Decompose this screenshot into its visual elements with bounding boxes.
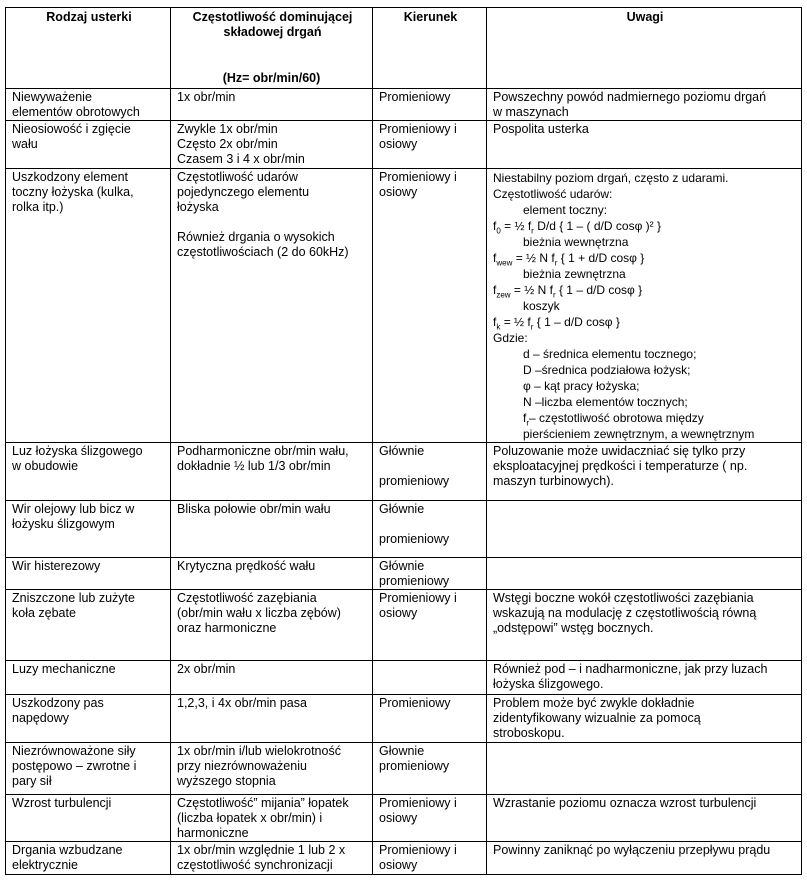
- header-frequency-line1: Częstotliwość dominującej: [192, 10, 353, 24]
- notes-cell: Pospolita usterka: [487, 121, 802, 169]
- direction-cell: Promieniowy i osiowy: [373, 169, 487, 443]
- direction-cell: [373, 661, 487, 695]
- fault-type-cell: Luzy mechaniczne: [6, 661, 171, 695]
- formula-fk: $f_k$ = ½ $f_r$ { 1 – d/D cosφ }: [493, 315, 620, 332]
- table-row: [6, 743, 802, 795]
- fault-type-cell: Nieosiowość i zgięcie wału: [6, 121, 171, 169]
- direction-cell: Promieniowy i osiowy: [373, 842, 487, 875]
- fault-type-cell: Niewyważenie elementów obrotowych: [6, 89, 171, 121]
- fault-type-cell: Drgania wzbudzane elektrycznie: [6, 842, 171, 875]
- notes-cell: Powinny zaniknąć po wyłączeniu przepływu prądu: [487, 842, 802, 875]
- direction-cell: Głownie promieniowy: [373, 743, 487, 795]
- header-notes: Uwagi: [487, 8, 802, 89]
- notes-cell: Powszechny powód nadmiernego poziomu drgań w maszynach: [487, 89, 802, 121]
- frequency-cell: Krytyczna prędkość wału: [171, 558, 373, 590]
- frequency-cell: Podharmoniczne obr/min wału, dokładnie ½ lub 1/3 obr/min: [171, 443, 373, 501]
- frequency-cell: 1,2,3, i 4x obr/min pasa: [171, 695, 373, 743]
- header-frequency-unit: (Hz= obr/min/60): [222, 71, 321, 85]
- fault-type-cell: Uszkodzony element toczny łożyska (kulka, rolka itp.): [6, 169, 171, 443]
- notes-cell: [487, 501, 802, 558]
- definition-fr: $f_r-$ częstotliwość obrotowa między: [523, 411, 704, 428]
- table-row: [6, 169, 802, 443]
- direction-cell: Głównie promieniowy: [373, 501, 487, 558]
- table-row: [6, 501, 802, 558]
- header-dominant-frequency: [171, 8, 373, 89]
- notes-cell: Problem może być zwykle dokładnie zidentyfikowany wizualnie za pomocą stroboskopu.: [487, 695, 802, 743]
- table-row: [6, 89, 802, 121]
- direction-cell: Promieniowy i osiowy: [373, 590, 487, 661]
- frequency-cell: 1x obr/min i/lub wielokrotność przy niezrównoważeniu wyższego stopnia: [171, 743, 373, 795]
- frequency-cell: 1x obr/min: [171, 89, 373, 121]
- formula-fzew: $f_{zew}$ = ½ N $f_r$ { 1 – d/D cosφ }: [493, 283, 643, 300]
- notes-cell: Wstęgi boczne wokół częstotliwości zazębiania wskazują na modulację z częstotliwością równą „odstępowi” wstęg bocznych.: [487, 590, 802, 661]
- table-row: [6, 443, 802, 501]
- table-row: [6, 558, 802, 590]
- direction-cell: Głównie promieniowy: [373, 443, 487, 501]
- frequency-cell: Bliska połowie obr/min wału: [171, 501, 373, 558]
- direction-cell: Promieniowy: [373, 89, 487, 121]
- notes-cell: Poluzowanie może uwidaczniać się tylko przy eksploatacyjnej prędkości i temperaturze ( np. maszyn turbinowych).: [487, 443, 802, 501]
- notes-cell: Również pod – i nadharmoniczne, jak przy luzach łożyska ślizgowego.: [487, 661, 802, 695]
- fault-type-cell: Uszkodzony pas napędowy: [6, 695, 171, 743]
- table-row: [6, 795, 802, 842]
- table-row: [6, 842, 802, 875]
- table-row: [6, 590, 802, 661]
- frequency-cell: Częstotliwość zazębiania (obr/min wału x liczba zębów) oraz harmoniczne: [171, 590, 373, 661]
- notes-cell: [487, 743, 802, 795]
- vibration-fault-table: [5, 7, 802, 875]
- table-row: [6, 121, 802, 169]
- direction-cell: Promieniowy i osiowy: [373, 121, 487, 169]
- formula-f0: $f_0$ = ½ $f_r$ D/d { 1 – ( d/D cosφ )² }: [493, 219, 662, 236]
- frequency-cell: Częstotliwość” mijania” łopatek (liczba łopatek x obr/min) i harmoniczne: [171, 795, 373, 842]
- notes-cell: Wzrastanie poziomu oznacza wzrost turbulencji: [487, 795, 802, 842]
- notes-cell: [487, 558, 802, 590]
- fault-type-cell: Wir histerezowy: [6, 558, 171, 590]
- fault-type-cell: Zniszczone lub zużyte koła zębate: [6, 590, 171, 661]
- formula-fwew: $f_{wew}$ = ½ N $f_r$ { 1 + d/D cosφ }: [493, 251, 645, 268]
- fault-type-cell: Luz łożyska ślizgowego w obudowie: [6, 443, 171, 501]
- header-direction: Kierunek: [373, 8, 487, 89]
- header-frequency-line2: składowej drgań: [223, 25, 322, 39]
- document: [5, 7, 802, 875]
- direction-cell: Promieniowy: [373, 695, 487, 743]
- frequency-cell: 2x obr/min: [171, 661, 373, 695]
- frequency-cell: 1x obr/min względnie 1 lub 2 x częstotliwość synchronizacji: [171, 842, 373, 875]
- direction-cell: Promieniowy i osiowy: [373, 795, 487, 842]
- header-row: [6, 8, 802, 89]
- fault-type-cell: Wir olejowy lub bicz w łożysku ślizgowym: [6, 501, 171, 558]
- direction-cell: Głównie promieniowy: [373, 558, 487, 590]
- header-fault-type: Rodzaj usterki: [6, 8, 171, 89]
- frequency-cell: Zwykle 1x obr/min Często 2x obr/min Czasem 3 i 4 x obr/min: [171, 121, 373, 169]
- notes-cell-bearing-formulas: Niestabilny poziom drgań, często z udarami. Częstotliwość udarów: element toczny: $f_0$ = ½ $f_r$ D/d { 1 – ( d/D cosφ )² } bieżnia wewnętrzna $f_{wew}$ = ½ N $f_r$ { 1 + d/D cosφ } bieżnia zewnętrzna $f_{zew}$ = ½ N $f_r$ { 1 – d/D cosφ } koszyk $f_k$ = ½ $f_r$ { 1 – d/D cosφ } Gdzie: d – średnica elementu tocznego; D –średnica podziałowa łożysk; φ – kąt pracy łożyska; N –liczba elementów tocznych; $f_r-$ częstotliwość obrotowa między pierścieniem zewnętrznym, a wewnętrznym: [487, 169, 802, 443]
- frequency-cell: Częstotliwość udarów pojedynczego elementu łożyska Również drgania o wysokich częstotliwościach (2 do 60kHz): [171, 169, 373, 443]
- table-row: [6, 661, 802, 695]
- fault-type-cell: Wzrost turbulencji: [6, 795, 171, 842]
- table-row: [6, 695, 802, 743]
- fault-type-cell: Niezrównoważone siły postępowo – zwrotne i pary sił: [6, 743, 171, 795]
